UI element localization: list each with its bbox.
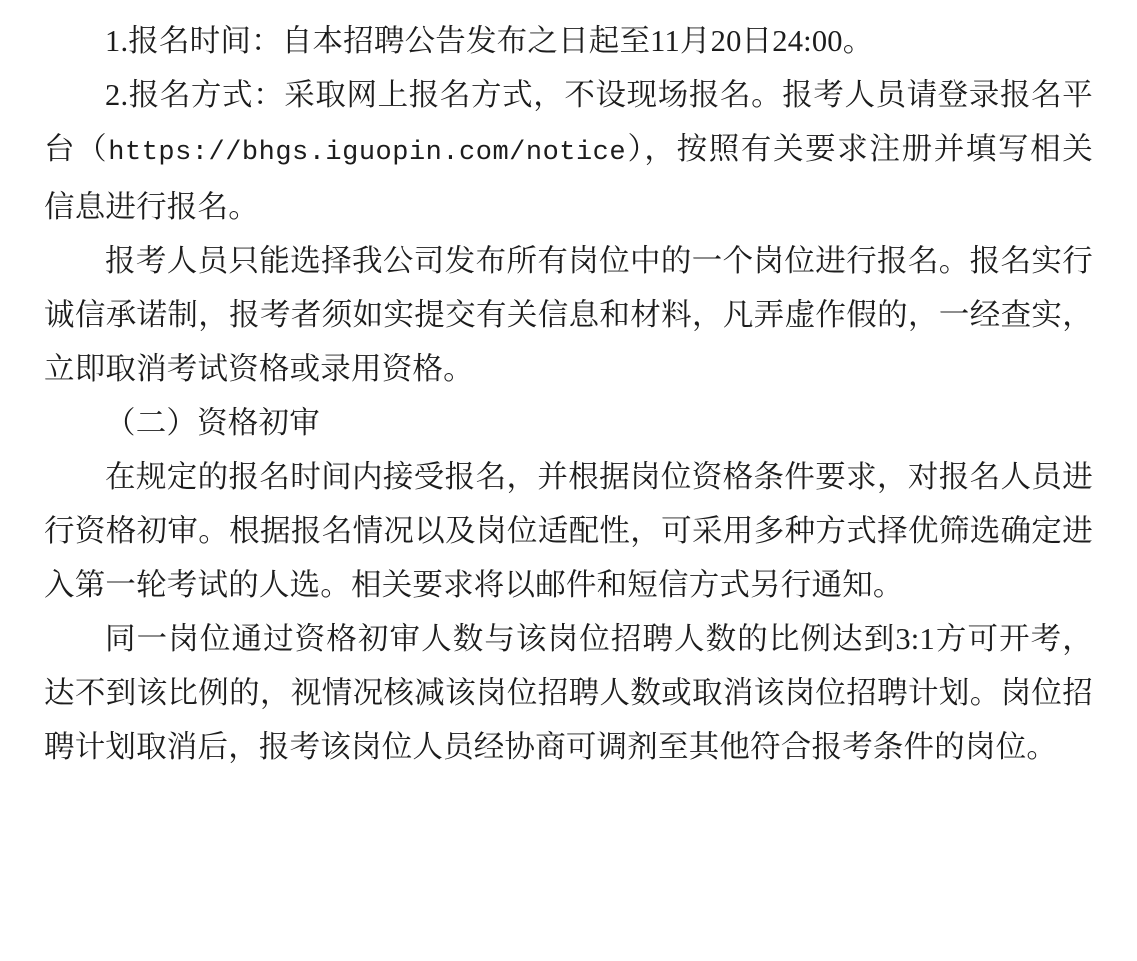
paragraph-qualification-review-body: 在规定的报名时间内接受报名，并根据岗位资格条件要求，对报名人员进行资格初审。根据报名情况以及岗位适配性，可采用多种方式择优筛选确定进入第一轮考试的人选。相关要求将以邮件和短信方式另行通知。 — [44, 460, 1093, 602]
paragraph-signup-time: 1.报名时间：自本招聘公告发布之日起至11月20日24:00。 — [105, 24, 874, 58]
registration-platform-url: https://bhgs.iguopin.com/notice — [108, 138, 627, 168]
paragraph-ratio-rule: 同一岗位通过资格初审人数与该岗位招聘人数的比例达到3:1方可开考，达不到该比例的，视情况核减该岗位招聘人数或取消该岗位招聘计划。岗位招聘计划取消后，报考该岗位人员经协商可调剂至其他符合报考条件的岗位。 — [44, 622, 1093, 764]
signup-method-text-after-url: ），按照有关要求注册并填写相关信息进行报名。 — [44, 132, 1094, 224]
signup-method-text-before-url: 2.报名方式：采取网上报名方式，不设现场报名。报考人员请登录报名平台（ — [44, 78, 1093, 166]
paragraph-one-post-only: 报考人员只能选择我公司发布所有岗位中的一个岗位进行报名。报名实行诚信承诺制，报考者须如实提交有关信息和材料，凡弄虚作假的，一经查实，立即取消考试资格或录用资格。 — [44, 244, 1093, 386]
paragraph-signup-method — [44, 68, 1093, 234]
section-heading-qualification-review: （二）资格初审 — [105, 406, 320, 440]
